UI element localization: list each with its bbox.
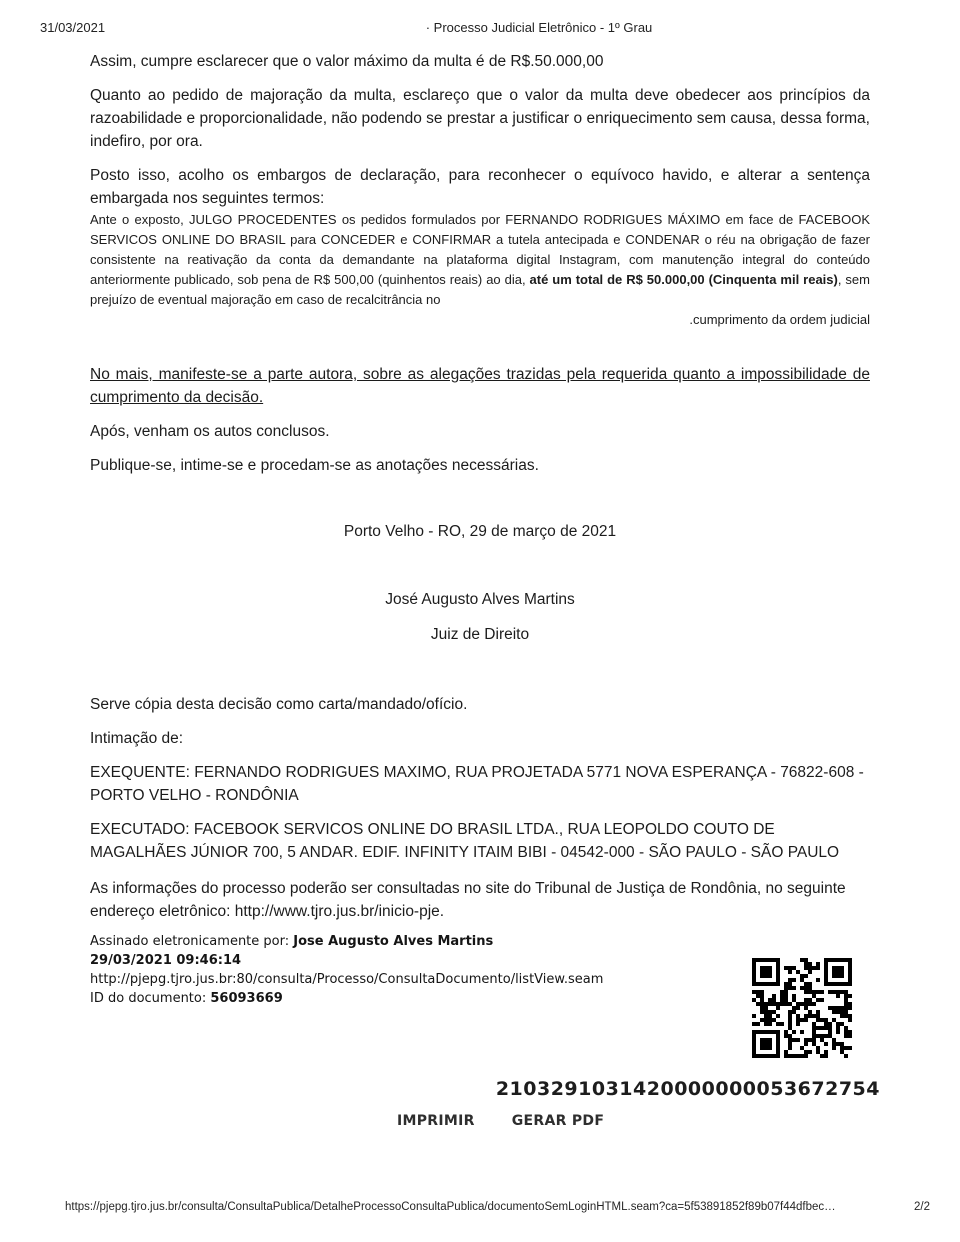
signed-by-name: Jose Augusto Alves Martins [293, 934, 494, 949]
paragraph-publique-se: Publique-se, intime-se e procedam-se as anotações necessárias. [90, 457, 539, 474]
exequente-address: EXEQUENTE: FERNANDO RODRIGUES MAXIMO, RUA PROJETADA 5771 NOVA ESPERANÇA - 76822-608 - PORTO VELHO - RONDÔNIA [90, 764, 864, 804]
signed-by-line [90, 932, 870, 951]
signed-by-label: Assinado eletronicamente por: [90, 934, 294, 949]
paragraph-posto-isso: Posto isso, acolho os embargos de declaração, para reconhecer o equívoco havido, e alterar a sentença embargada nos seguintes termos: [90, 167, 870, 207]
document-id-value: 56093669 [210, 991, 283, 1006]
place-and-date: Porto Velho - RO, 29 de março de 2021 [343, 523, 617, 540]
generate-pdf-button[interactable]: GERAR PDF [511, 1113, 605, 1129]
paragraph-max-fine: Assim, cumpre esclarecer que o valor máximo da multa é de R$.50.000,00 [90, 53, 604, 70]
paragraph-apos: Após, venham os autos conclusos. [90, 423, 330, 440]
quote-last-line: .cumprimento da ordem judicial [689, 312, 870, 327]
action-bar [397, 1113, 604, 1129]
info-note: As informações do processo poderão ser consultadas no site do Tribunal de Justiça de Rondônia, no seguinte endereço eletrônico: http://www.tjro.jus.br/inicio-pje. [90, 880, 846, 920]
paragraph-majoracao: Quanto ao pedido de majoração da multa, esclareço que o valor da multa deve obedecer aos princípios da razoabilidade e proporcionalidade, não podendo se prestar a justificar o enriquecimento sem causa, dessa forma, indefiro, por ora. [90, 87, 870, 150]
decision-quote [90, 210, 870, 310]
judge-title: Juiz de Direito [430, 626, 530, 643]
quote-text-1: Ante o exposto, JULGO PROCEDENTES os pedidos formulados por FERNANDO RODRIGUES MÁXIMO em face de FACEBOOK SERVICOS ONLINE DO BRASIL para CONCEDER e CONFIRMAR a tutela antecipada e CONDENAR o réu na obrigação de fazer consistente na reativação da conta da demandante na plataforma digital Instagram, com manutenção integral do conteúdo anteriormente publicado, sob pena de R$ 500,00 (quinhentos reais) ao dia, [90, 212, 870, 287]
quote-bold-total: até um total de R$ 50.000,00 (Cinquenta mil reais) [529, 272, 838, 287]
header-date: 31/03/2021 [40, 20, 106, 35]
barcode-number: 2103291031420000000053672754 [495, 1078, 880, 1100]
judge-name: José Augusto Alves Martins [385, 591, 575, 608]
footer-page-number: 2/2 [914, 1201, 930, 1213]
intimation-label: Intimação de: [90, 730, 184, 747]
qr-code [752, 958, 852, 1058]
executado-address: EXECUTADO: FACEBOOK SERVICOS ONLINE DO BRASIL LTDA., RUA LEOPOLDO COUTO DE MAGALHÃES JÚNIOR 700, 5 ANDAR. EDIF. INFINITY ITAIM BIBI - 04542-000 - SÃO PAULO - SÃO PAULO [90, 821, 840, 861]
signature-validation-url: http://pjepg.tjro.jus.br:80/consulta/Processo/ConsultaDocumento/listView.seam [90, 972, 604, 987]
header-title: · Processo Judicial Eletrônico - 1º Grau [425, 20, 653, 35]
print-button[interactable]: IMPRIMIR [397, 1113, 475, 1129]
footer-url: https://pjepg.tjro.jus.br/consulta/ConsultaPublica/DetalheProcessoConsultaPublica/documentoSemLoginHTML.seam?ca=5f53891852f89b07f44dfbec… [65, 1201, 836, 1213]
signature-datetime: 29/03/2021 09:46:14 [90, 953, 242, 968]
document-body [90, 0, 870, 1008]
document-id-label: ID do documento: [90, 991, 211, 1006]
quote-text-2: , sem prejuízo de eventual majoração em caso de recalcitrância no [90, 272, 870, 307]
paragraph-underlined-order: No mais, manifeste-se a parte autora, sobre as alegações trazidas pela requerida quanto a impossibilidade de cumprimento da decisão. [90, 366, 870, 406]
copy-note: Serve cópia desta decisão como carta/mandado/ofício. [90, 696, 468, 713]
